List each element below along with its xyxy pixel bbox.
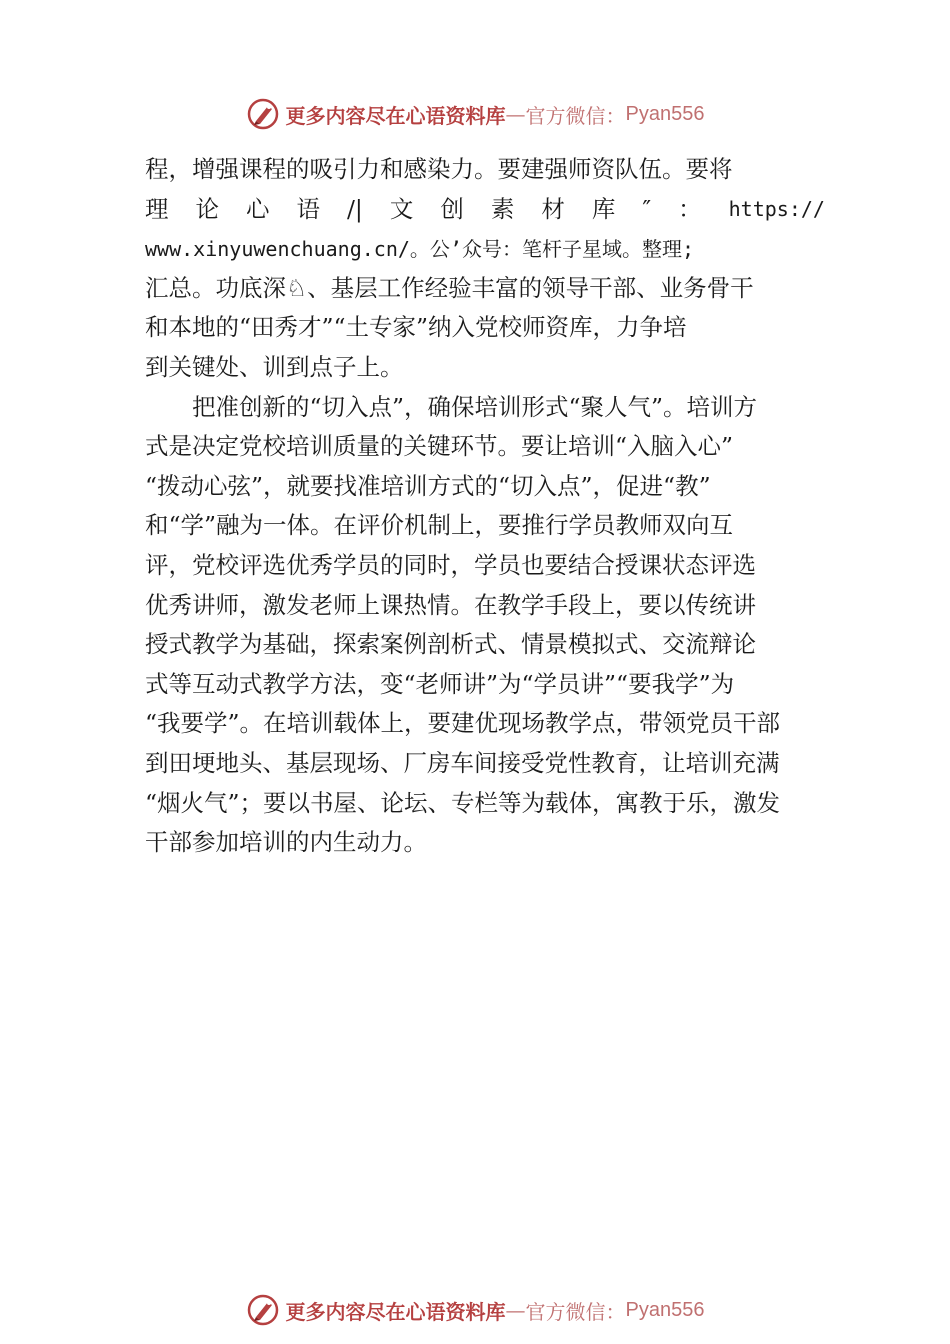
url-text: www.xinyuwenchuang.cn/。公’众号：笔杆子星域。整理; [145, 237, 694, 262]
text-line: 和“学”融为一体。在评价机制上，要推行学员教师双向互 [145, 511, 734, 540]
text-line: 评，党校评选优秀学员的同时，学员也要结合授课状态评选 [145, 550, 756, 579]
text-line: 优秀讲师，激发老师上课热情。在教学手段上，要以传统讲 [145, 590, 756, 619]
spaced-char: /| [347, 194, 363, 223]
text-line: 到关键处、训到点子上。 [145, 352, 404, 381]
spaced-char: 材 [541, 194, 565, 223]
text-line: 到田埂地头、基层现场、厂房车间接受党性教育，让培训充满 [145, 748, 780, 777]
footer-brand-text: 更多内容尽在心语资料库 [285, 1299, 506, 1324]
header-official-label: 官方微信： [525, 103, 626, 128]
text-line: 式是决定党校培训质量的关键环节。要让培训“入脑入心” [145, 432, 734, 461]
text-line-spaced [145, 190, 825, 230]
footer-banner [0, 1290, 950, 1330]
spaced-char: 语 [296, 194, 320, 223]
text-line: 程，增强课程的吸引力和感染力。要建强师资队伍。要将 [145, 155, 733, 183]
footer-account-id: Pyan556 [625, 1298, 705, 1321]
text-line: “我要学”。在培训载体上，要建优现场教学点，带领党员干部 [145, 709, 781, 738]
text-line: 授式教学为基础，探索案例剖析式、情景模拟式、交流辩论 [145, 630, 756, 659]
spaced-char: 理 [145, 194, 169, 223]
paragraph-1 [145, 150, 825, 388]
text-line: 干部参加培训的内生动力。 [145, 828, 427, 857]
header-dash: — [505, 102, 526, 126]
spaced-char: 创 [440, 194, 464, 223]
header-brand-text: 更多内容尽在心语资料库 [285, 103, 506, 128]
text-line-indented: 把准创新的“切入点”，确保培训形式“聚人气”。培训方 [192, 392, 758, 421]
header-account-id: Pyan556 [625, 102, 705, 125]
spaced-char: ″ [642, 194, 652, 223]
text-line-url [145, 229, 825, 269]
header-banner [0, 94, 950, 134]
footer-dash: — [505, 1298, 526, 1322]
pen-logo-icon [246, 1293, 280, 1327]
pen-logo-icon [246, 97, 280, 131]
text-line: 式等互动式教学方法，变“老师讲”为“学员讲”“要我学”为 [145, 669, 735, 698]
spaced-char: 素 [490, 194, 515, 223]
spaced-char: 论 [195, 194, 219, 223]
paragraph-2 [145, 388, 825, 863]
spaced-char: 文 [389, 194, 414, 223]
spaced-char: 库 [591, 194, 616, 223]
document-body [145, 150, 825, 863]
text-line: 汇总。功底深♘、基层工作经验丰富的领导干部、业务骨干 [145, 273, 754, 302]
text-line: “烟火气”；要以书屋、论坛、专栏等为载体，寓教于乐，激发 [145, 788, 781, 817]
spaced-char: ： [678, 194, 702, 223]
text-line: 和本地的“田秀才”“土专家”纳入党校师资库，力争培 [145, 313, 687, 342]
footer-official-label: 官方微信： [525, 1299, 626, 1324]
url-fragment: https:// [728, 196, 825, 221]
text-line: “拨动心弦”，就要找准培训方式的“切入点”，促进“教” [145, 471, 711, 500]
spaced-char: 心 [246, 194, 270, 223]
